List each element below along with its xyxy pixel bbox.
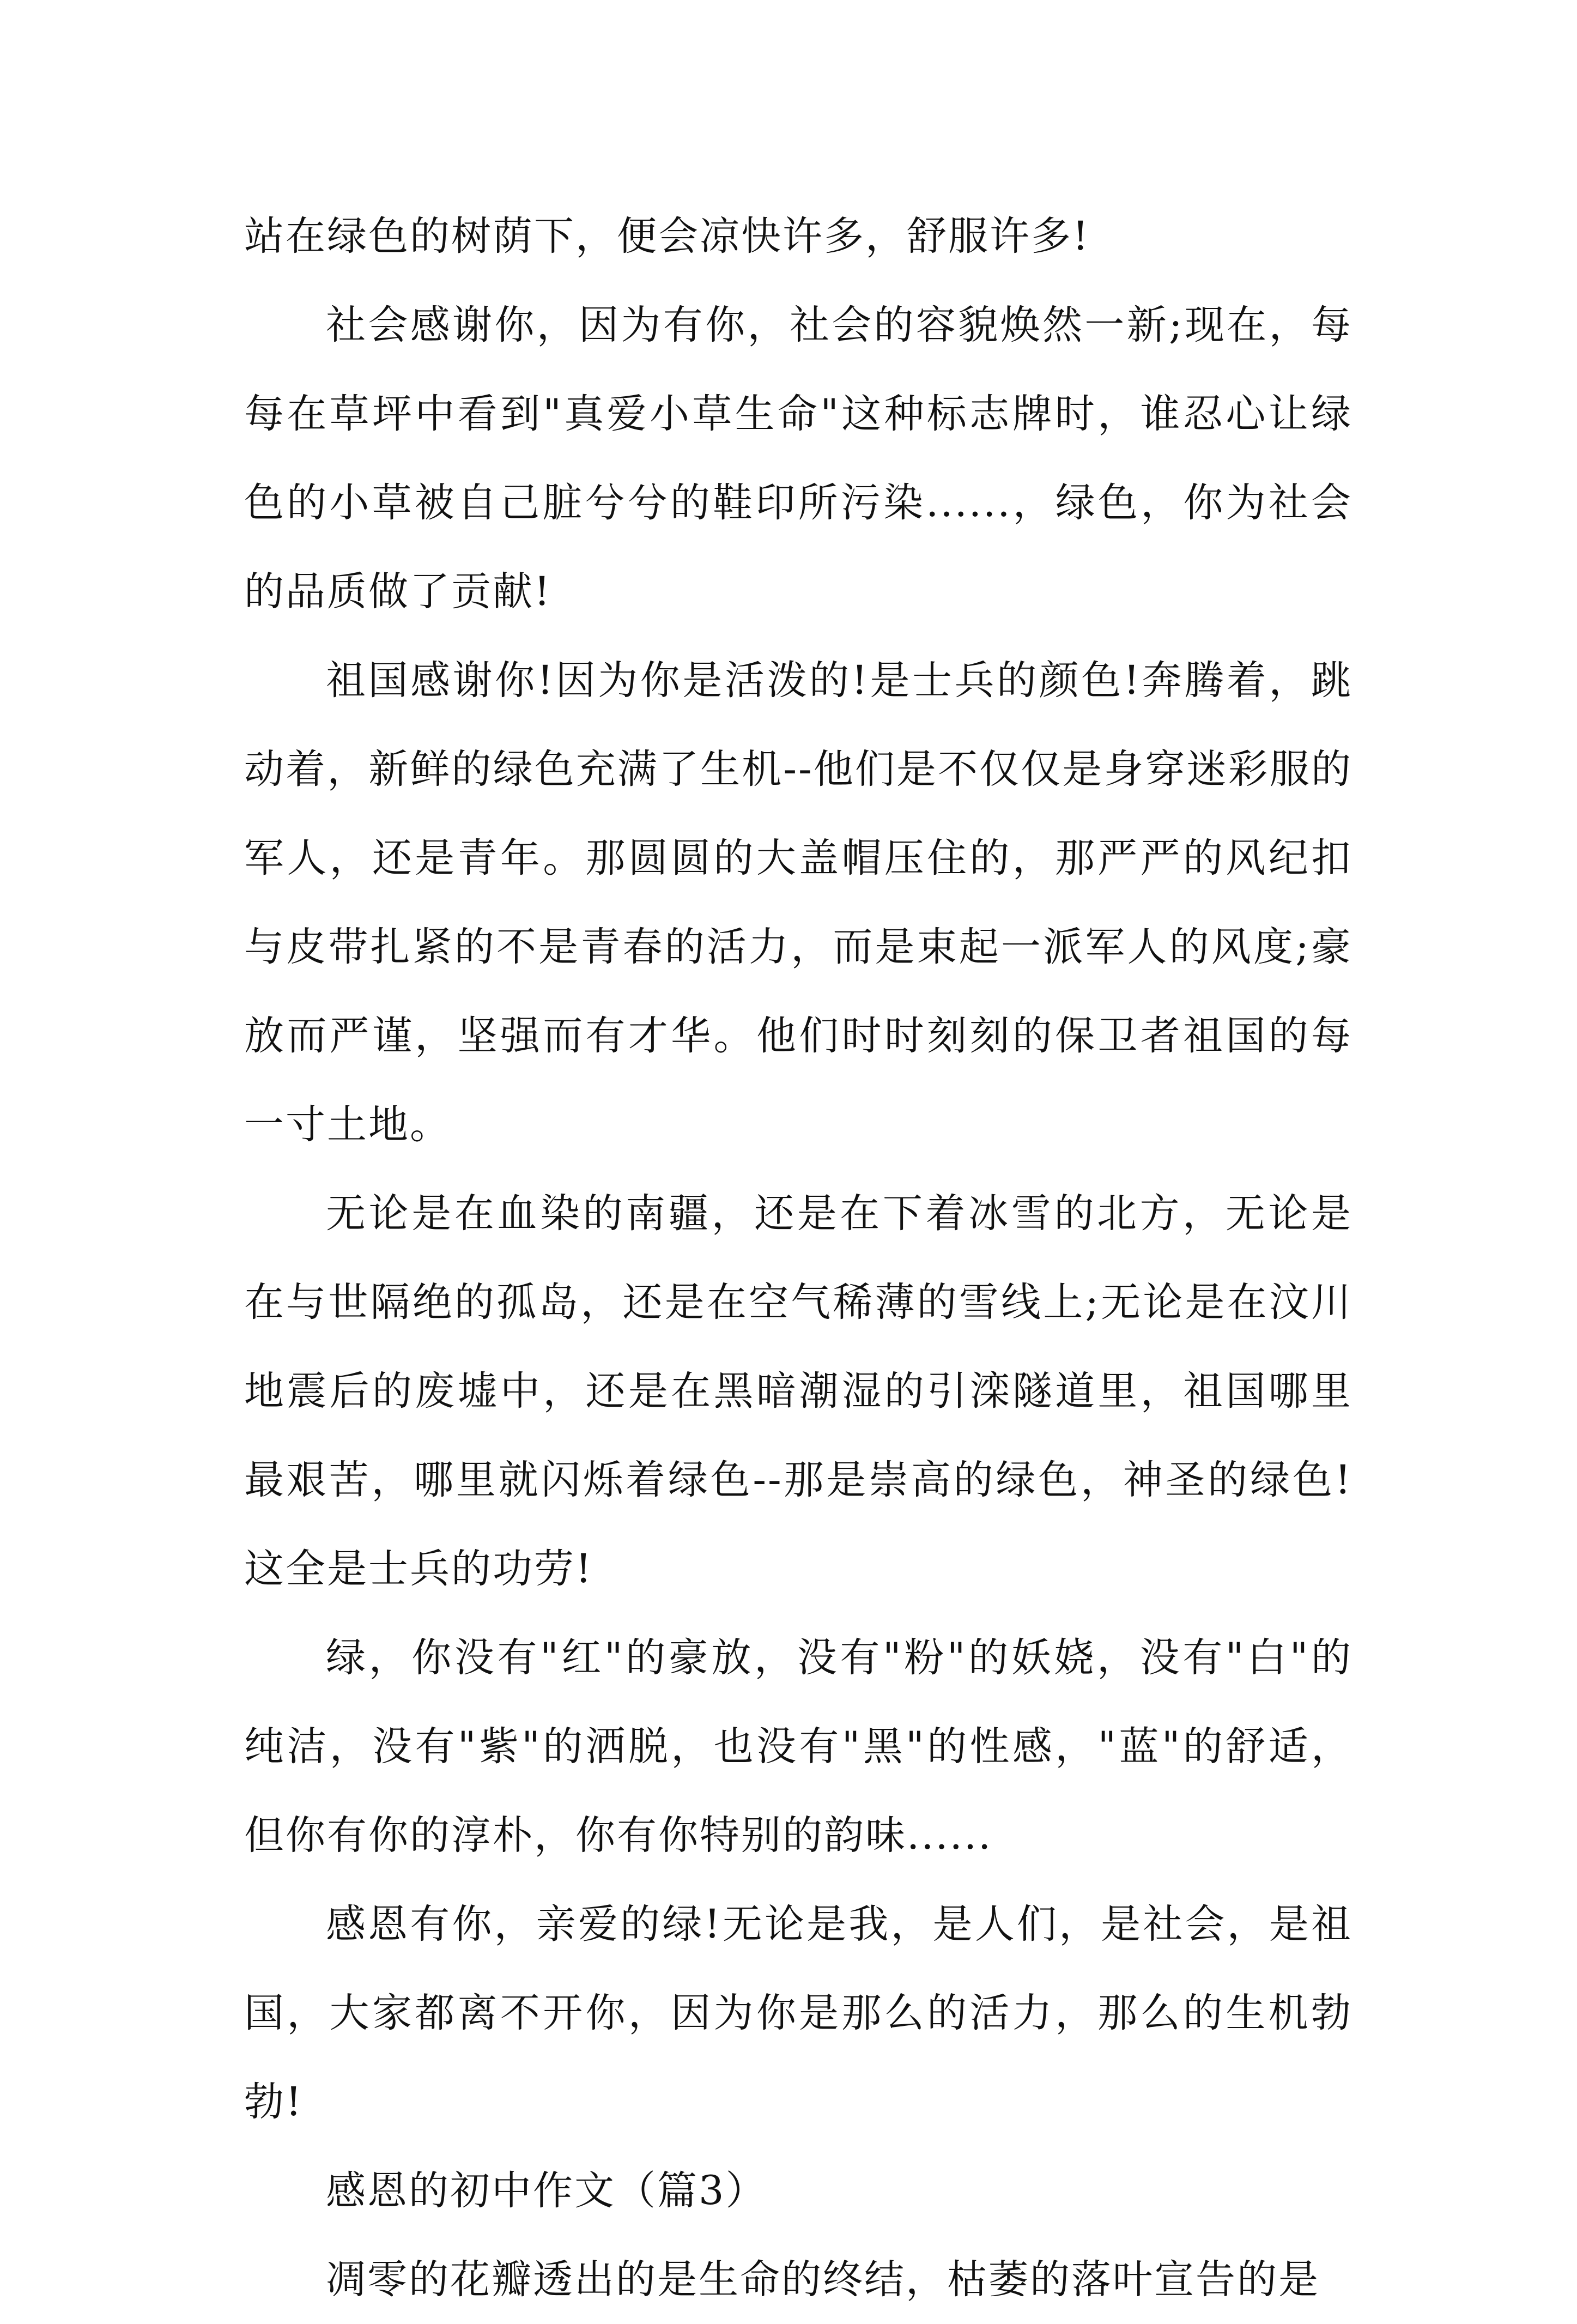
paragraph-5: 绿，你没有"红"的豪放，没有"粉"的妖娆，没有"白"的纯洁，没有"紫"的洒脱，也没有"黑"的性感，"蓝"的舒适，但你有你的淳朴，你有你特别的韵味...... (244, 1635, 1352, 1859)
paragraph-7: 凋零的花瓣透出的是生命的终结，枯萎的落叶宣告的是 (326, 2256, 1320, 2303)
paragraph-1: 站在绿色的树荫下，便会凉快许多，舒服许多! (244, 213, 1090, 259)
paragraph-3: 祖国感谢你!因为你是活泼的!是士兵的颜色!奔腾着，跳动着，新鲜的绿色充满了生机--他们是不仅仅是身穿迷彩服的军人，还是青年。那圆圆的大盖帽压住的，那严严的风纪扣与皮带扎紧的不是青春的活力，而是束起一派军人的风度;豪放而严谨，坚强而有才华。他们时时刻刻的保卫者祖国的每一寸土地。 (244, 657, 1352, 1148)
paragraph-2: 社会感谢你，因为有你，社会的容貌焕然一新;现在，每每在草坪中看到"真爱小草生命"这种标志牌时，谁忍心让绿色的小草被自己脏兮兮的鞋印所污染......，绿色，你为社会的品质做了贡献! (244, 302, 1352, 615)
paragraph-6: 感恩有你，亲爱的绿!无论是我，是人们，是社会，是祖国，大家都离不开你，因为你是那么的活力，那么的生机勃勃! (244, 1901, 1352, 2125)
section-heading: 感恩的初中作文（篇3） (326, 2168, 767, 2214)
paragraph-4: 无论是在血染的南疆，还是在下着冰雪的北方，无论是在与世隔绝的孤岛，还是在空气稀薄的雪线上;无论是在汶川地震后的废墟中，还是在黑暗潮湿的引滦隧道里，祖国哪里最艰苦，哪里就闪烁着绿色--那是崇高的绿色，神圣的绿色!这全是士兵的功劳! (244, 1190, 1352, 1592)
document-body (244, 192, 1352, 2324)
